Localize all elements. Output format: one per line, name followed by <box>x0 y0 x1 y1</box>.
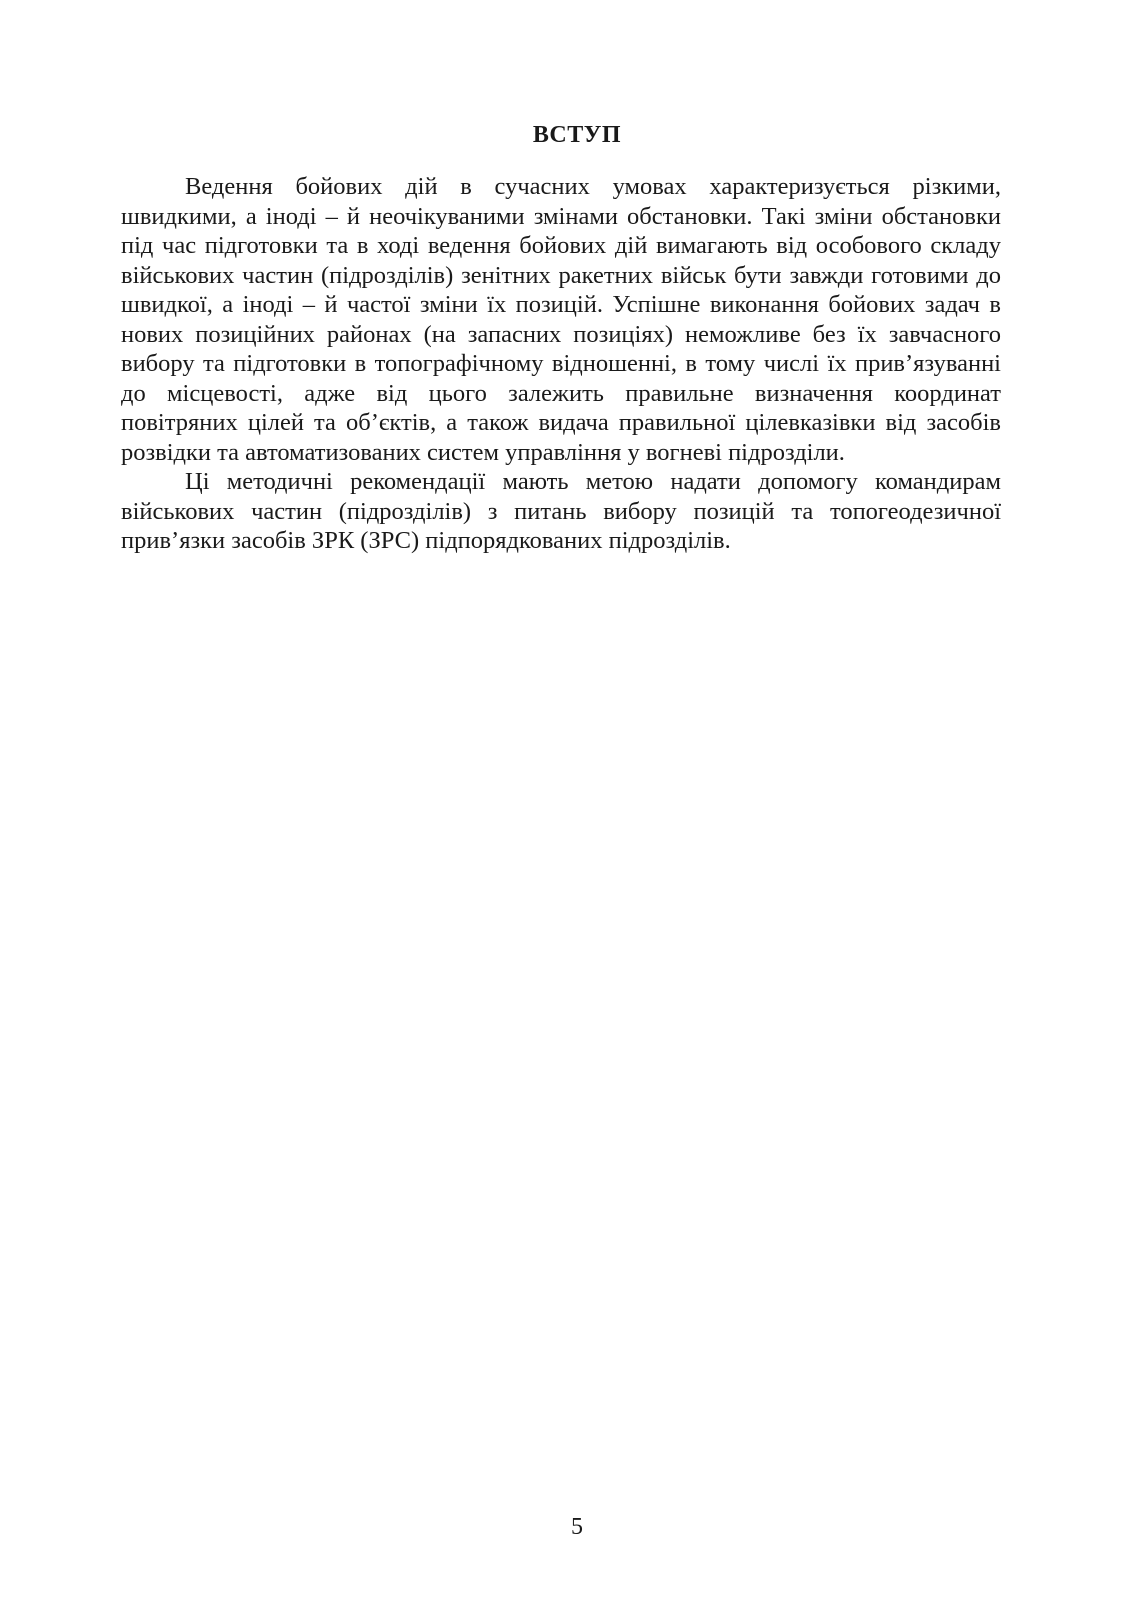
paragraph-intro: Ведення бойових дій в сучасних умовах характеризується різкими, швидкими, а іноді – й неочікуваними змінами обстановки. Такі зміни обстановки під час підготовки та в ході ведення бойових дій вимагають від особового складу військових частин (підрозділів) зенітних ракетних військ бути завжди готовими до швидкої, а іноді – й частої зміни їх позицій. Успішне виконання бойових задач в нових позиційних районах (на запасних позиціях) неможливе без їх завчасного вибору та підготовки в топографічному відношенні, в тому числі їх прив’язуванні до місцевості, адже від цього залежить правильне визначення координат повітряних цілей та об’єктів, а також видача правильної цілевказівки від засобів розвідки та автоматизованих систем управління у вогневі підрозділи. <box>121 173 1001 466</box>
paragraph-purpose: Ці методичні рекомендації мають метою надати допомогу командирам військових частин (підрозділів) з питань вибору позицій та топогеодезичної прив’язки засобів ЗРК (ЗРС) підпорядкованих підрозділів. <box>121 468 1001 554</box>
page-number: 5 <box>571 1514 583 1540</box>
section-heading: ВСТУП <box>532 122 622 148</box>
body-text <box>121 172 1001 556</box>
